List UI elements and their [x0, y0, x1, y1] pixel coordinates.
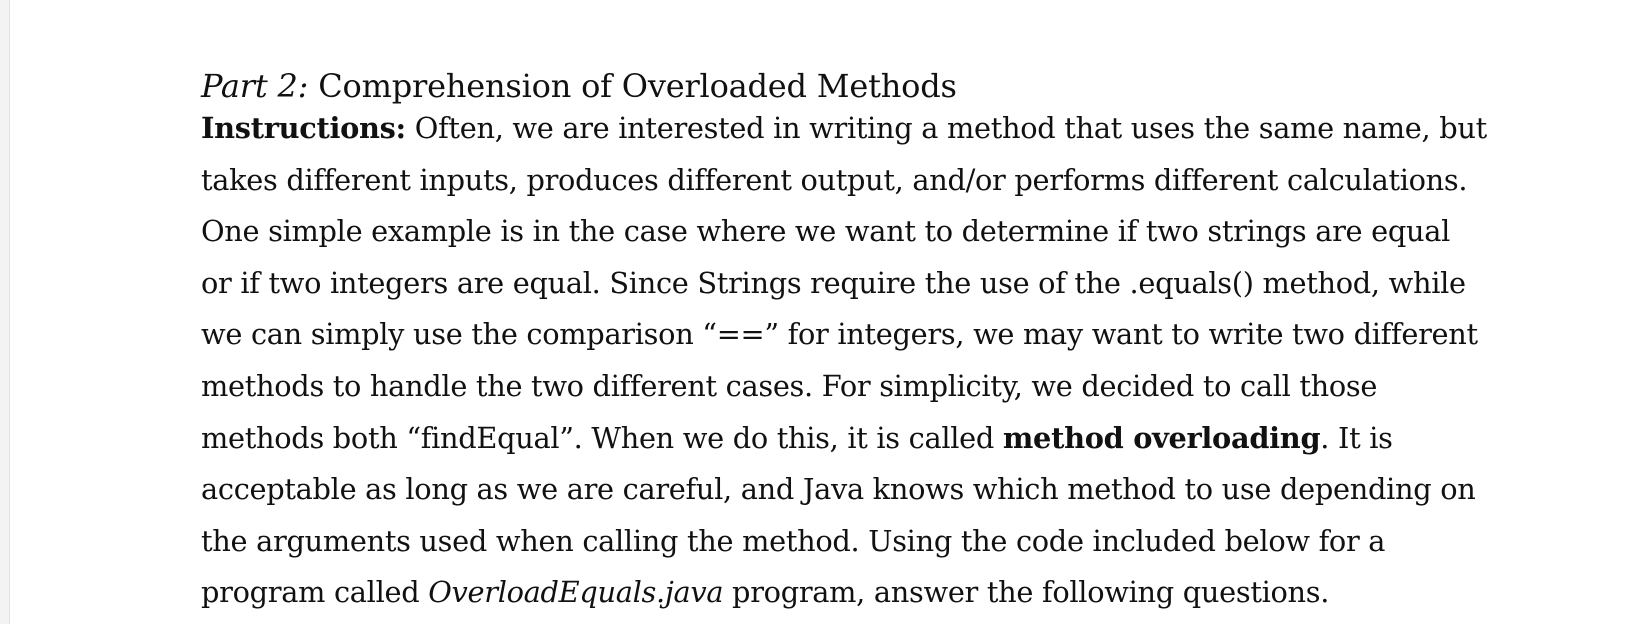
paragraph-line: [201, 103, 1487, 155]
paragraph-line: we can simply use the comparison “==” for integers, we may want to write two different: [201, 317, 1478, 352]
instructions-label: Instructions:: [201, 111, 406, 145]
document-page: [9, 0, 1642, 624]
section-heading: [201, 64, 1481, 108]
paragraph-line: the arguments used when calling the method. Using the code included below for a: [201, 523, 1386, 558]
paragraph-line: [201, 413, 1481, 465]
paragraph-line: methods to handle the two different cases. For simplicity, we decided to call those: [201, 368, 1378, 403]
document-content: [201, 64, 1487, 619]
line-text: program called: [201, 575, 429, 610]
line-text: methods both “findEqual”. When we do this, it is called: [201, 420, 1003, 455]
line-text: . It is: [1320, 420, 1393, 455]
paragraph-line: acceptable as long as we are careful, and Java knows which method to use depending on: [201, 472, 1476, 507]
instructions-paragraph: [201, 103, 1487, 619]
section-part-label: Part 2:: [201, 67, 309, 105]
italic-filename: OverloadEquals.java: [428, 575, 724, 610]
paragraph-line: takes different inputs, produces different output, and/or performs different calculations.: [201, 162, 1468, 197]
bold-term-method-overloading: method overloading: [1002, 420, 1321, 455]
paragraph-line: or if two integers are equal. Since Strings require the use of the .equals() method, while: [201, 265, 1466, 300]
paragraph-line: One simple example is in the case where we want to determine if two strings are equal: [201, 214, 1451, 249]
section-title: Comprehension of Overloaded Methods: [318, 67, 957, 105]
line-text: program, answer the following questions.: [723, 575, 1330, 610]
paragraph-line: [201, 567, 1481, 619]
line-text: Often, we are interested in writing a method that uses the same name, but: [414, 111, 1487, 145]
